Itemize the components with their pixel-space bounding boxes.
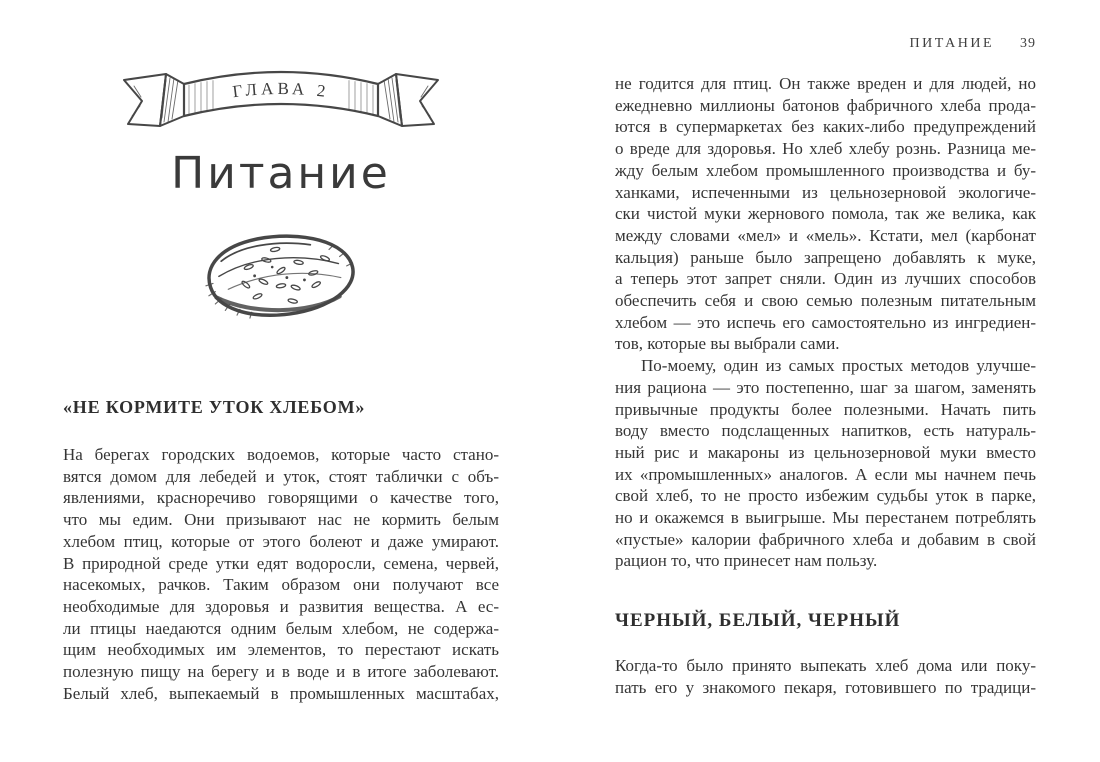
text-line: ный рис и макароны из цельнозерновой муки вместо (615, 442, 1036, 462)
text-line: жду белым хлебом промышленного производства и бу- (615, 160, 1036, 180)
chapter-banner-label: ГЛАВА 2 (231, 78, 331, 102)
text-line: На берегах городских водоемов, которые часто стано- (63, 445, 499, 464)
right-paragraph-2 (615, 355, 1036, 572)
text-line: ются в супермаркетах без каких-либо предупреждений (615, 117, 1036, 137)
text-line: хлебом — это испечь его самостоятельно из ингредиен- (615, 312, 1036, 332)
text-line: а теперь этот запрет сняли. Один из лучших способов (615, 269, 1036, 289)
text-line: что мы едим. Они призывают нас не кормить белым (63, 510, 499, 530)
text-line: между словами «мел» и «мель». Кстати, мел (карбонат (615, 225, 1036, 245)
text-line: привычные продукты более полезными. Начать пить (615, 399, 1036, 419)
chapter-title: Питание (171, 148, 391, 199)
right-paragraph-3 (615, 655, 1036, 698)
svg-text:ГЛАВА 2 (231, 79, 330, 101)
text-line: ханками, испеченными из цельнозерновой экологиче- (615, 182, 1036, 202)
text-line: воду вместо подслащенных напитков, есть натураль- (615, 421, 1036, 441)
text-line: пать его у знакомого пекаря, готовившего по традици- (615, 677, 1036, 697)
text-line: рацион то, что принесет нам пользу. (615, 551, 878, 571)
left-page-paragraph (63, 444, 499, 704)
text-line: не годится для птиц. Он также вреден и для людей, но (615, 74, 1036, 93)
text-line: но и окажемся в выигрыше. Мы перестанем потреблять (615, 508, 1036, 528)
bread-loaf-icon (193, 226, 369, 328)
text-line: вятся домом для лебедей и уток, стоят таблички с объ- (63, 466, 499, 486)
section-heading-black-white-black: ЧЕРНЫЙ, БЕЛЫЙ, ЧЕРНЫЙ (615, 610, 901, 632)
text-line: тов, которые вы выбрали сами. (615, 334, 840, 354)
right-page-body (615, 73, 1036, 699)
chapter-banner (63, 56, 499, 148)
text-line: щим необходимых им элементов, то перестают искать (63, 640, 499, 660)
ribbon-banner-icon (116, 56, 446, 148)
text-line: «пустые» калории фабричного хлеба и добавим в свой (615, 529, 1036, 549)
text-line: ски чистой муки жернового помола, так же велика, как (615, 204, 1036, 224)
text-line: Когда-то было принято выпекать хлеб дома или поку- (615, 656, 1036, 676)
text-line: По-моему, один из самых простых методов улучше- (641, 356, 1036, 376)
running-header (615, 36, 1036, 52)
page-number: 39 (1020, 36, 1036, 51)
text-line: ния рациона — это постепенно, шаг за шагом, заменять (615, 377, 1036, 397)
section-heading-ducks: «НЕ КОРМИТЕ УТОК ХЛЕБОМ» (63, 397, 366, 417)
text-line: полезную пищу на берегу и в воде и в итоге заболевают. (63, 662, 499, 682)
text-line: ли птицы наедаются одним белым хлебом, не содержа- (63, 618, 499, 638)
text-line: необходимые для здоровья и развития вещества. А ес- (63, 596, 499, 616)
text-line: Белый хлеб, выпекаемый в промышленных масштабах, (63, 683, 499, 703)
running-header-title: ПИТАНИЕ (909, 36, 994, 51)
text-line: о вреде для здоровья. Но хлеб хлебу рознь. Разница ме- (615, 139, 1036, 159)
text-line: ежедневно миллионы батонов фабричного хлеба прода- (615, 95, 1036, 115)
text-line: В природной среде утки едят водоросли, семена, червей, (63, 553, 499, 573)
text-line: насекомых, рачков. Таким образом они получают все (63, 575, 499, 595)
text-line: свой хлеб, то не просто избежим судьбы уток в парке, (615, 486, 1036, 506)
right-paragraph-1 (615, 73, 1036, 355)
text-line: их «промышленных» аналогов. А если мы начнем печь (615, 464, 1036, 484)
text-line: явлениями, красноречиво говорящими о качестве того, (63, 488, 499, 508)
text-line: кальция) раньше было запрещено добавлять к муке, (615, 247, 1036, 267)
text-line: обеспечить себя и свою семью полезным питательным (615, 291, 1036, 311)
bread-illustration (63, 226, 499, 328)
text-line: хлебом птиц, которые от этого болеют и даже умирают. (63, 531, 499, 551)
